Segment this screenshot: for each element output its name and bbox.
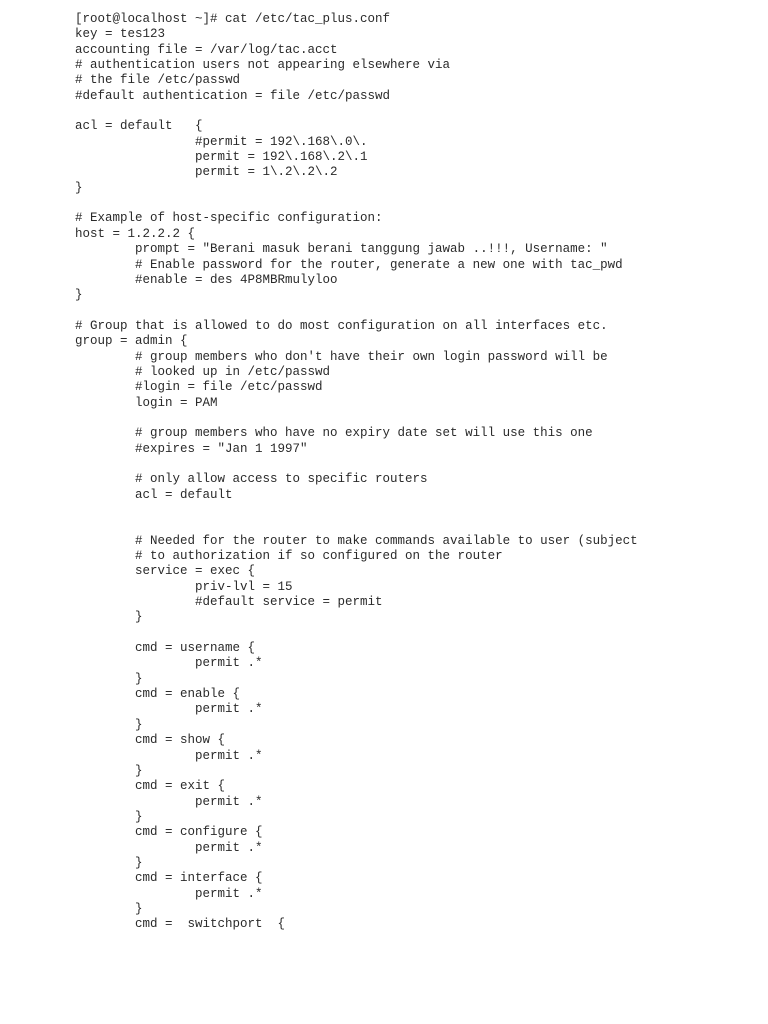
cmd-enable-line: cmd = enable {	[75, 687, 241, 702]
acl-permit-line: #permit = 192\.168\.0\.	[75, 134, 368, 149]
blank-line	[75, 411, 755, 426]
comment-line: # Needed for the router to make commands available to user (subject	[75, 533, 638, 548]
shell-command-line: [root@localhost ~]# cat /etc/tac_plus.conf	[75, 12, 391, 26]
acl-line: acl = default	[75, 487, 233, 502]
comment-line: # to authorization if so configured on the router	[75, 549, 503, 564]
group-line: group = admin {	[75, 334, 188, 349]
block-close-line: }	[75, 717, 143, 732]
login-line: login = PAM	[75, 395, 218, 410]
blank-line	[75, 503, 755, 518]
block-close-line: }	[75, 288, 83, 303]
config-file-listing	[75, 12, 755, 933]
comment-line: # Example of host-specific configuration:	[75, 211, 383, 226]
expires-line: #expires = "Jan 1 1997"	[75, 441, 308, 456]
block-close-line: }	[75, 610, 143, 625]
blank-line	[75, 457, 755, 472]
comment-line: # group members who have no expiry date set will use this one	[75, 426, 593, 441]
blank-line	[75, 196, 755, 211]
blank-line	[75, 518, 755, 533]
cmd-configure-line: cmd = configure {	[75, 825, 263, 840]
blank-line	[75, 626, 755, 641]
permit-line: permit .*	[75, 886, 263, 901]
permit-line: permit .*	[75, 656, 263, 671]
cmd-username-line: cmd = username {	[75, 641, 256, 656]
block-close-line: }	[75, 809, 143, 824]
accounting-file-line: accounting file = /var/log/tac.acct	[75, 42, 338, 57]
permit-line: permit .*	[75, 748, 263, 763]
comment-line: # authentication users not appearing elsewhere via	[75, 58, 451, 73]
comment-line: # Group that is allowed to do most configuration on all interfaces etc.	[75, 318, 608, 333]
permit-line: permit .*	[75, 840, 263, 855]
blank-line	[75, 104, 755, 119]
cmd-show-line: cmd = show {	[75, 733, 226, 748]
cmd-interface-line: cmd = interface {	[75, 871, 263, 886]
cmd-exit-line: cmd = exit {	[75, 779, 226, 794]
permit-line: permit .*	[75, 702, 263, 717]
acl-permit-line: permit = 1\.2\.2\.2	[75, 165, 338, 180]
acl-permit-line: permit = 192\.168\.2\.1	[75, 150, 368, 165]
key-line: key = tes123	[75, 27, 166, 42]
block-close-line: }	[75, 855, 143, 870]
login-comment-line: #login = file /etc/passwd	[75, 380, 323, 395]
comment-line: # looked up in /etc/passwd	[75, 364, 331, 379]
service-line: service = exec {	[75, 564, 256, 579]
permit-line: permit .*	[75, 794, 263, 809]
enable-line: #enable = des 4P8MBRmulyloo	[75, 272, 338, 287]
comment-line: # only allow access to specific routers	[75, 472, 428, 487]
block-close-line: }	[75, 671, 143, 686]
acl-default-line: acl = default {	[75, 119, 203, 134]
block-close-line: }	[75, 180, 83, 195]
comment-line: # the file /etc/passwd	[75, 73, 241, 88]
priv-lvl-line: priv-lvl = 15	[75, 579, 293, 594]
comment-line: # Enable password for the router, generate a new one with tac_pwd	[75, 257, 623, 272]
prompt-line: prompt = "Berani masuk berani tanggung jawab ..!!!, Username: "	[75, 242, 608, 257]
block-close-line: }	[75, 763, 143, 778]
block-close-line: }	[75, 901, 143, 916]
cmd-switchport-line: cmd = switchport {	[75, 917, 286, 932]
default-service-line: #default service = permit	[75, 595, 383, 610]
blank-line	[75, 304, 755, 319]
comment-line: # group members who don't have their own login password will be	[75, 349, 608, 364]
host-line: host = 1.2.2.2 {	[75, 226, 196, 241]
default-authentication-line: #default authentication = file /etc/passwd	[75, 88, 391, 103]
